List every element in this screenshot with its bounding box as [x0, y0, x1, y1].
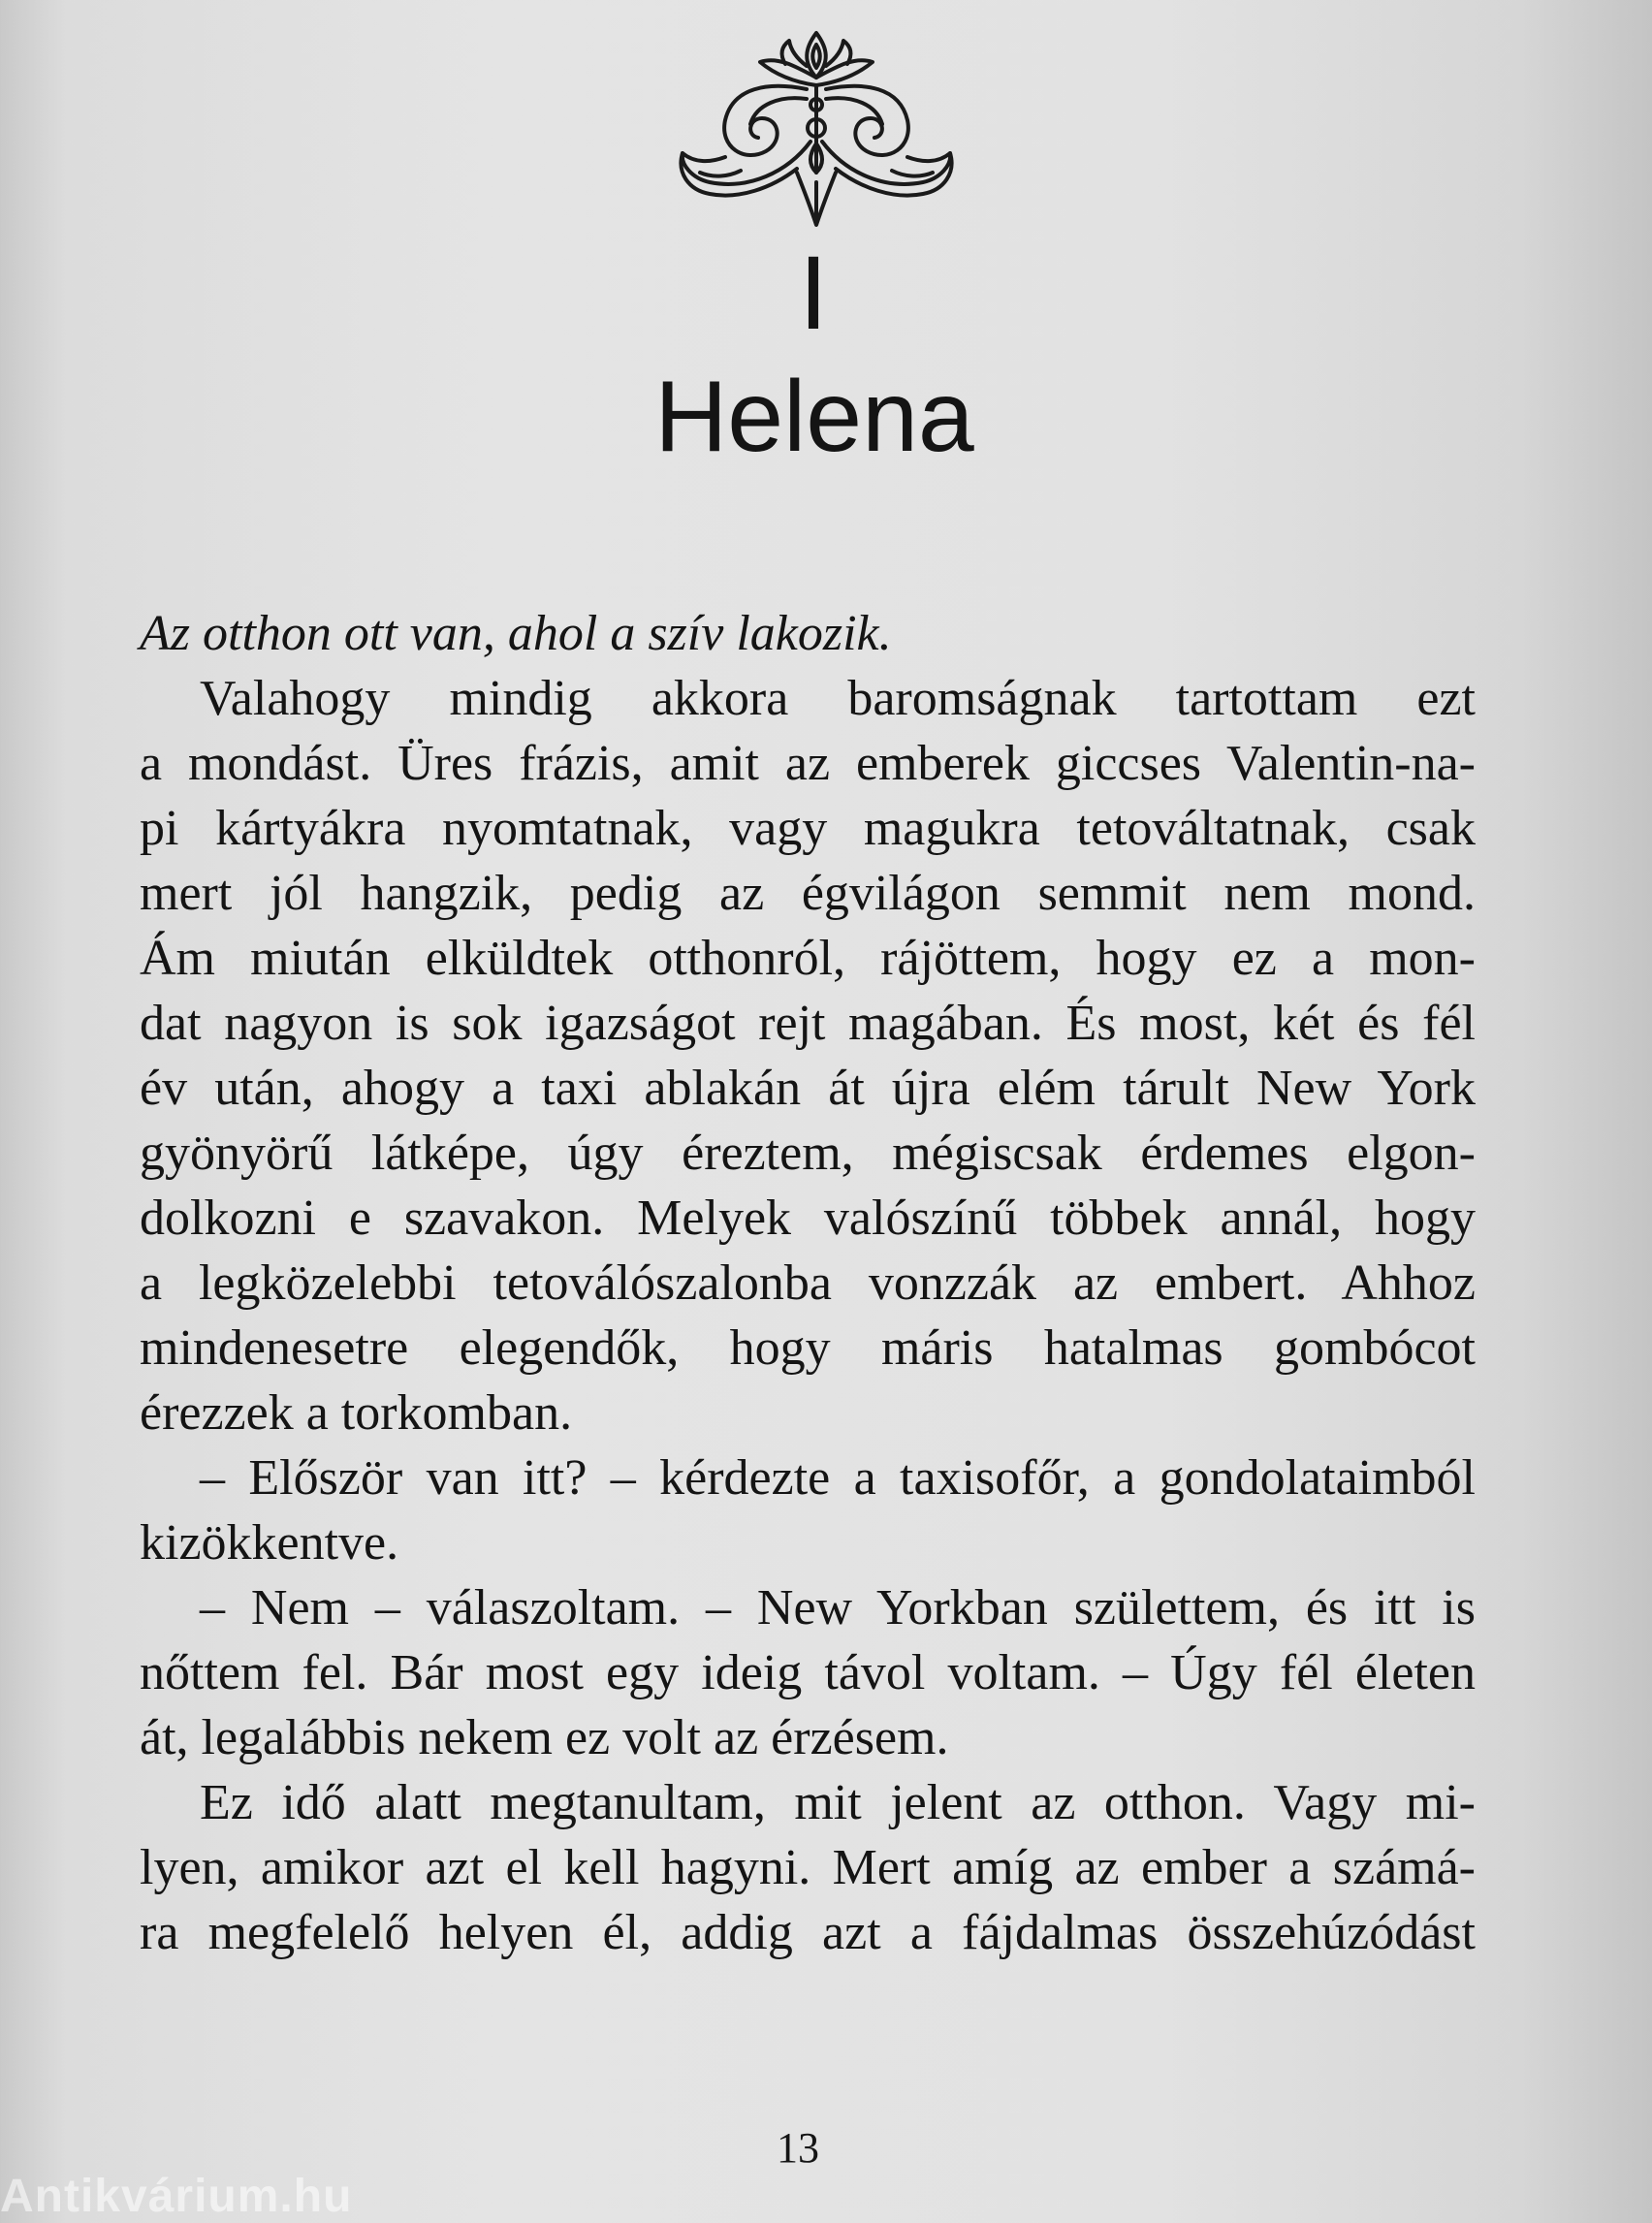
text-line: ra megfelelő helyen él, addig azt a fájdalmas összehúzódást — [140, 1905, 1476, 1960]
text-line: mert jól hangzik, pedig az égvilágon semmit nem mond. — [140, 866, 1476, 921]
text-line: a legközelebbi tetoválószalonba vonzzák az embert. Ahhoz — [140, 1255, 1476, 1311]
text-line: dat nagyon is sok igazságot rejt magában. És most, két és fél — [140, 996, 1476, 1051]
text-line: lyen, amikor azt el kell hagyni. Mert amíg az ember a számá- — [140, 1840, 1476, 1895]
chapter-number: I — [798, 234, 830, 351]
text-line: mindenesetre elegendők, hogy máris hatalmas gombócot — [140, 1320, 1476, 1376]
text-line: év után, ahogy a taxi ablakán át újra elém tárult New York — [140, 1061, 1476, 1116]
text-line: Valahogy mindig akkora baromságnak tartottam ezt — [200, 671, 1476, 726]
watermark: Antikvárium.hu — [0, 2171, 353, 2222]
page-number: 13 — [777, 2124, 819, 2172]
text-line: a mondást. Üres frázis, amit az emberek giccses Valentin-na- — [140, 736, 1476, 791]
epigraph-line: Az otthon ott van, ahol a szív lakozik. — [140, 606, 892, 661]
text-line: Ám miután elküldtek otthonról, rájöttem, hogy ez a mon- — [140, 931, 1476, 986]
floral-scroll-ornament-icon — [671, 27, 962, 250]
text-line: kizökkentve. — [140, 1515, 399, 1571]
chapter-title: Helena — [654, 361, 974, 473]
text-line: pi kártyákra nyomtatnak, vagy magukra tetováltatnak, csak — [140, 801, 1476, 856]
text-line: nőttem fel. Bár most egy ideig távol voltam. – Úgy fél életen — [140, 1645, 1476, 1700]
chapter-body — [140, 601, 1476, 1965]
text-line: érezzek a torkomban. — [140, 1385, 573, 1441]
text-line: Ez idő alatt megtanultam, mit jelent az otthon. Vagy mi- — [200, 1775, 1476, 1830]
text-line: gyönyörű látképe, úgy éreztem, mégiscsak érdemes elgon- — [140, 1126, 1476, 1181]
text-line: dolkozni e szavakon. Melyek valószínű többek annál, hogy — [140, 1191, 1476, 1246]
text-line: – Először van itt? – kérdezte a taxisofőr, a gondolataimból — [200, 1450, 1476, 1506]
text-line: át, legalábbis nekem ez volt az érzésem. — [140, 1710, 949, 1765]
text-line: – Nem – válaszoltam. – New Yorkban születtem, és itt is — [200, 1580, 1476, 1635]
